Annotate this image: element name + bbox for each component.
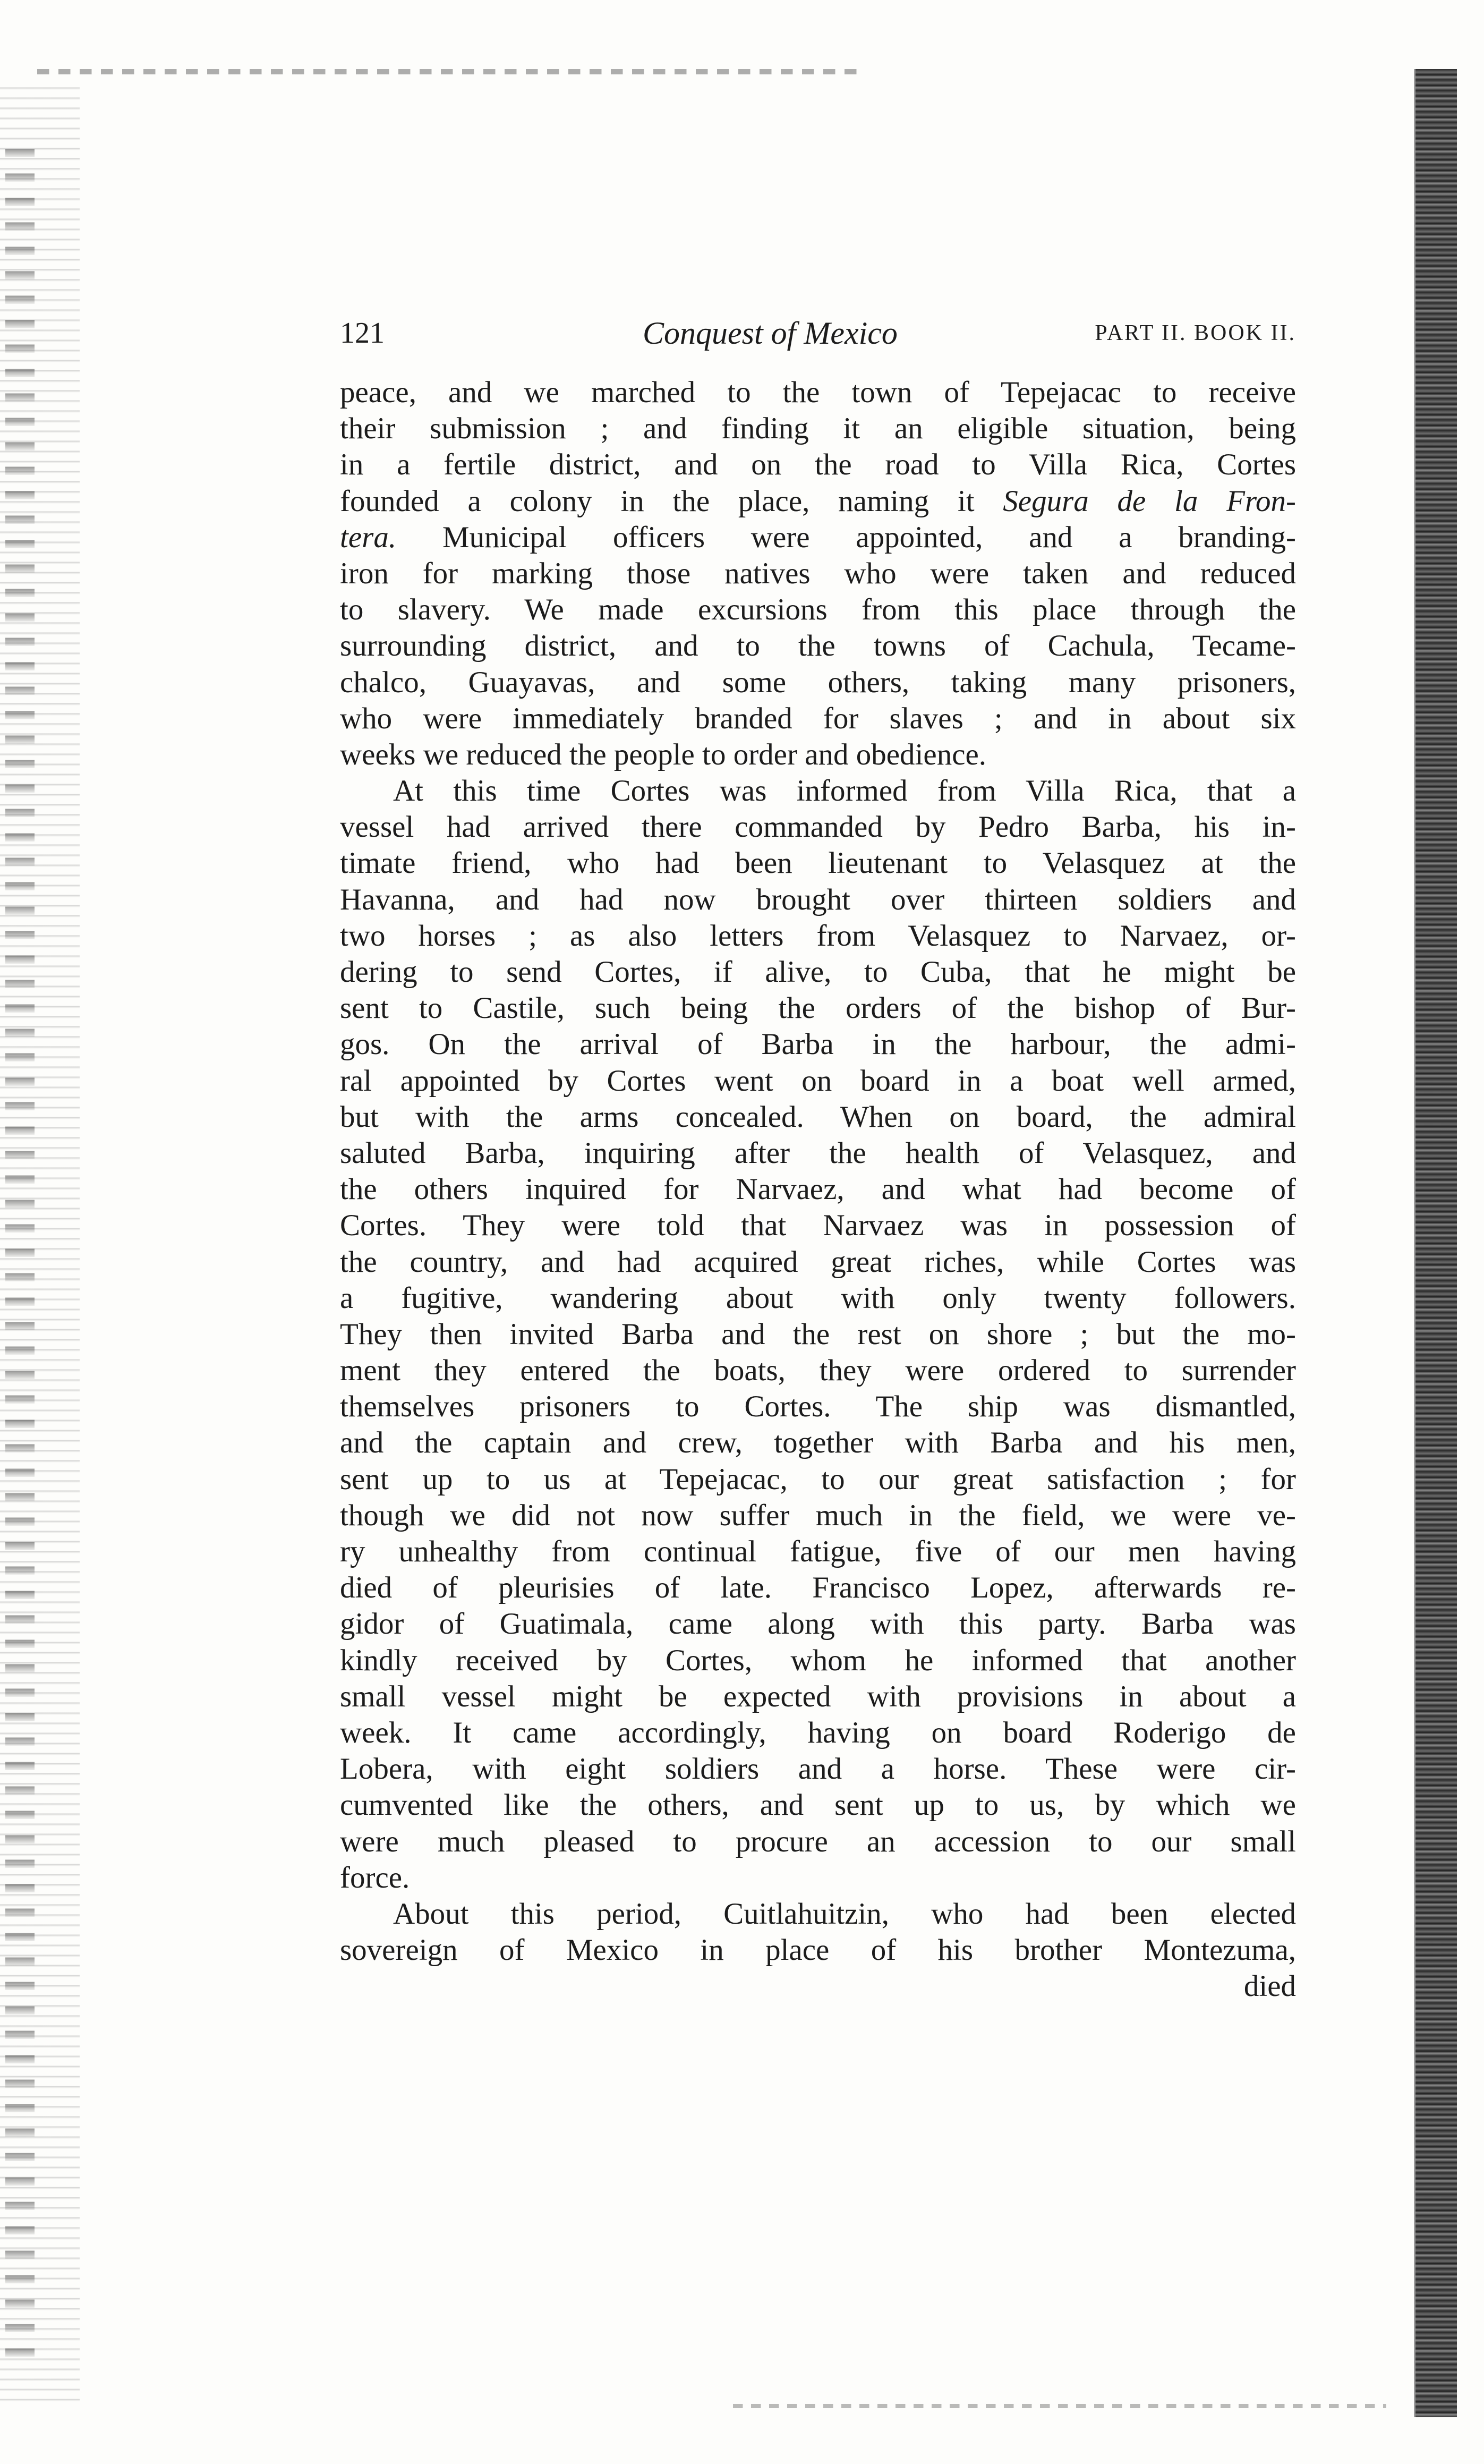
paragraph-start: At this time Cortes was informed from Villa Rica, that a	[393, 774, 1296, 808]
text-line: week. It came accordingly, having on board Roderigo de	[340, 1715, 1296, 1749]
running-head	[340, 315, 1296, 352]
text-segment: Municipal officers were appointed, and a branding-	[396, 520, 1296, 554]
text-line: force.	[340, 1860, 410, 1894]
catchword: died	[1243, 1969, 1296, 2003]
text-line: kindly received by Cortes, whom he informed that another	[340, 1643, 1296, 1677]
text-line: Havanna, and had now brought over thirteen soldiers and	[340, 882, 1296, 916]
text-line: cumvented like the others, and sent up to us, by which we	[340, 1788, 1296, 1822]
text-line: ral appointed by Cortes went on board in a boat well armed,	[340, 1064, 1296, 1098]
text-line: ry unhealthy from continual fatigue, five of our men having	[340, 1535, 1296, 1568]
text-line: sovereign of Mexico in place of his brother Montezuma,	[340, 1933, 1296, 1967]
text-line	[340, 520, 1296, 556]
text-line: the others inquired for Narvaez, and what had become of	[340, 1172, 1296, 1206]
text-line: two horses ; as also letters from Velasquez to Narvaez, or-	[340, 919, 1296, 953]
scan-top-edge-artifact	[37, 69, 866, 74]
paragraph-start: About this period, Cuitlahuitzin, who had been elected	[393, 1897, 1296, 1931]
text-line: the country, and had acquired great riches, while Cortes was	[340, 1245, 1296, 1279]
italic-place-name: Segura de la Fron-	[1003, 484, 1296, 518]
text-line: died of pleurisies of late. Francisco Lopez, afterwards re-	[340, 1571, 1296, 1605]
text-line: peace, and we marched to the town of Tepejacac to receive	[340, 376, 1296, 409]
text-line: gidor of Guatimala, came along with this party. Barba was	[340, 1607, 1296, 1641]
text-line: saluted Barba, inquiring after the health of Velasquez, and	[340, 1136, 1296, 1170]
scan-left-edge-shadow	[5, 133, 35, 2364]
text-line: though we did not now suffer much in the field, we were ve-	[340, 1498, 1296, 1532]
text-line: They then invited Barba and the rest on shore ; but the mo-	[340, 1317, 1296, 1351]
text-line: in a fertile district, and on the road to Villa Rica, Cortes	[340, 448, 1296, 482]
text-line: themselves prisoners to Cortes. The ship was dismantled,	[340, 1390, 1296, 1424]
text-line: iron for marking those natives who were taken and reduced	[340, 556, 1296, 590]
page-number: 121	[340, 317, 385, 350]
text-line: but with the arms concealed. When on board, the admiral	[340, 1100, 1296, 1134]
book-binding-edge	[1414, 69, 1457, 2417]
text-line: chalco, Guayavas, and some others, taking many prisoners,	[340, 665, 1296, 699]
text-line: gos. On the arrival of Barba in the harbour, the admi-	[340, 1027, 1296, 1061]
text-line: were much pleased to procure an accession to our small	[340, 1824, 1296, 1858]
text-line: timate friend, who had been lieutenant to Velasquez at the	[340, 846, 1296, 880]
text-line: dering to send Cortes, if alive, to Cuba, that he might be	[340, 955, 1296, 989]
text-line: Lobera, with eight soldiers and a horse. These were cir-	[340, 1752, 1296, 1786]
text-line: sent up to us at Tepejacac, to our great satisfaction ; for	[340, 1462, 1296, 1496]
text-line: their submission ; and finding it an eligible situation, being	[340, 412, 1296, 446]
text-line: weeks we reduced the people to order and obedience.	[340, 737, 987, 771]
text-segment: founded a colony in the place, naming it	[340, 484, 1003, 518]
text-line: sent to Castile, such being the orders of the bishop of Bur-	[340, 991, 1296, 1025]
text-line: ment they entered the boats, they were ordered to surrender	[340, 1354, 1296, 1388]
text-line: to slavery. We made excursions from this place through the	[340, 593, 1296, 627]
running-part-book: PART II. BOOK II.	[1095, 321, 1296, 345]
text-line: vessel had arrived there commanded by Pedro Barba, his in-	[340, 810, 1296, 844]
text-line: who were immediately branded for slaves ; and in about six	[340, 701, 1296, 735]
scan-bottom-edge-artifact	[733, 2404, 1386, 2408]
text-line: and the captain and crew, together with Barba and his men,	[340, 1426, 1296, 1460]
running-title: Conquest of Mexico	[643, 316, 898, 351]
text-line: small vessel might be expected with provisions in about a	[340, 1679, 1296, 1713]
text-line: Cortes. They were told that Narvaez was in possession of	[340, 1209, 1296, 1243]
text-line: a fugitive, wandering about with only twenty followers.	[340, 1281, 1296, 1315]
text-line: surrounding district, and to the towns of Cachula, Tecame-	[340, 629, 1296, 663]
text-line	[340, 483, 1296, 520]
body-text	[340, 375, 1296, 2004]
italic-place-name-end: tera.	[340, 520, 397, 554]
